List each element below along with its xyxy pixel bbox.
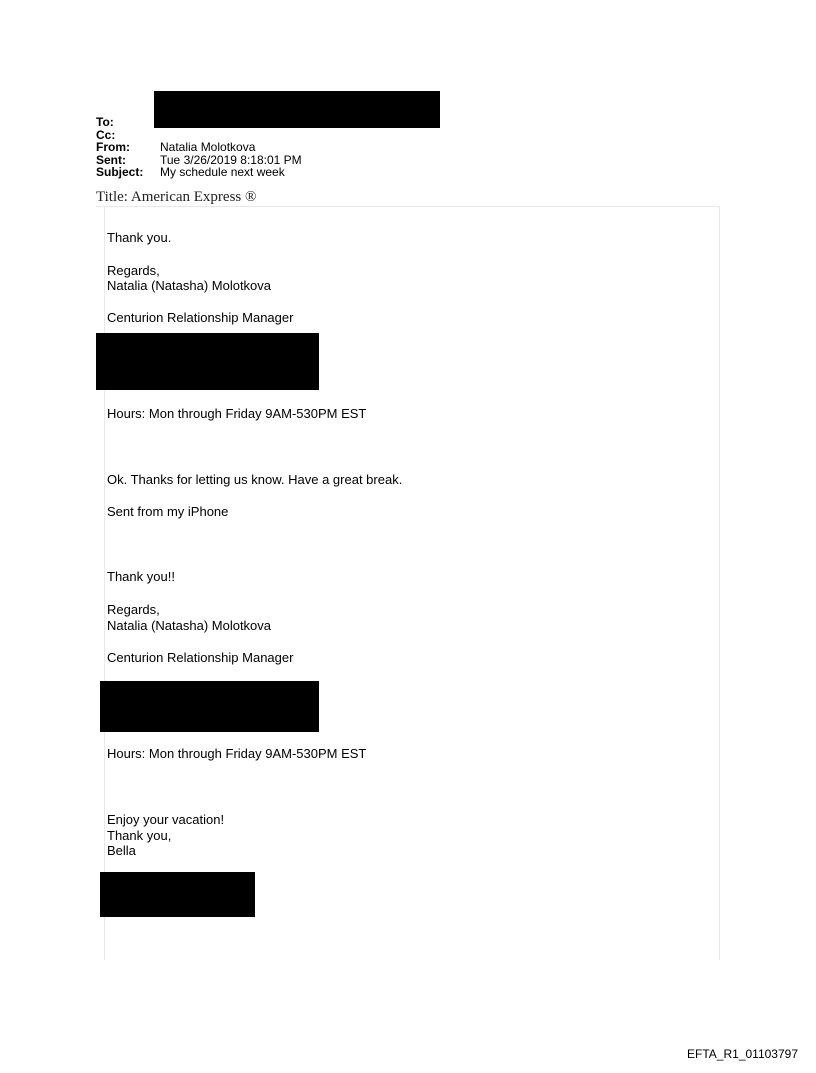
body-bella: Bella [107, 843, 136, 858]
sent-value: Tue 3/26/2019 8:18:01 PM [160, 152, 302, 167]
body-thanks-2: Thank you!! [107, 569, 175, 584]
redaction-signature-2 [100, 681, 319, 732]
body-reply-ok: Ok. Thanks for letting us know. Have a great break. [107, 472, 403, 487]
subject-value: My schedule next week [160, 165, 285, 179]
body-regards-2: Regards, [107, 602, 160, 617]
body-enjoy: Enjoy your vacation! [107, 812, 225, 827]
body-thank-you: Thank you, [107, 828, 172, 843]
body-sent-from: Sent from my iPhone [107, 504, 229, 519]
body-regards-1: Regards, [107, 263, 160, 278]
redaction-recipients [154, 91, 440, 128]
document-title: Title: American Express ® [96, 189, 257, 205]
to-label: To: [96, 115, 114, 129]
from-row [96, 141, 302, 154]
redaction-signature-1 [96, 333, 319, 390]
body-name-2: Natalia (Natasha) Molotkova [107, 618, 272, 633]
body-frame-left [104, 206, 105, 960]
cc-label: Cc: [96, 127, 116, 142]
body-hours-1: Hours: Mon through Friday 9AM-530PM EST [107, 406, 367, 421]
body-role-2: Centurion Relationship Manager [107, 650, 294, 665]
bates-number: EFTA_R1_01103797 [687, 1047, 798, 1061]
body-name-1: Natalia (Natasha) Molotkova [107, 278, 272, 293]
redaction-signature-3 [100, 872, 255, 917]
sent-label: Sent: [96, 152, 126, 167]
subject-row [96, 166, 302, 179]
body-hours-2: Hours: Mon through Friday 9AM-530PM EST [107, 746, 367, 761]
from-value: Natalia Molotkova [160, 140, 256, 154]
from-label: From: [96, 140, 130, 154]
body-frame-top [96, 206, 720, 207]
body-frame-right [719, 206, 720, 960]
subject-label: Subject: [96, 165, 144, 179]
body-role-1: Centurion Relationship Manager [107, 310, 294, 325]
body-thanks-1: Thank you. [107, 230, 172, 245]
